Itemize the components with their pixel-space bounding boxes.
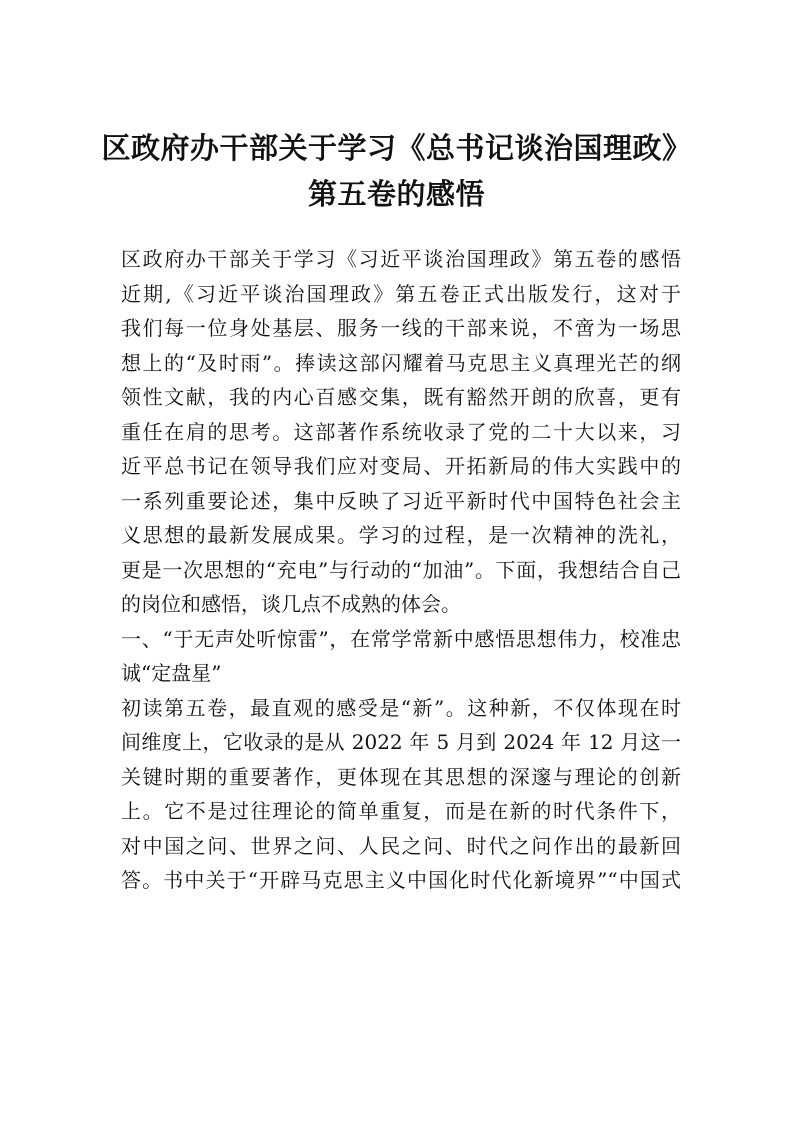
body-text-line: 想上的“及时雨”。捧读这部闪耀着马克思主义真理光芒的纲 [121,350,681,375]
body-text-line: 我们每一位身处基层、服务一线的干部来说，不啻为一场思 [121,316,681,340]
document-title-line-1: 区政府办干部关于学习《总书记谈治国理政》 [101,131,692,165]
body-text-line: 领性文献，我的内心百感交集，既有豁然开朗的欣喜，更有 [121,385,681,409]
body-text-line: 诚“定盘星” [121,661,222,685]
body-text-line: 答。书中关于“开辟马克思主义中国化时代化新境界”“中国式 [121,868,681,892]
body-text-line: 的岗位和感悟，谈几点不成熟的体会。 [121,592,461,616]
body-text-line: 义思想的最新发展成果。学习的过程，是一次精神的洗礼， [121,523,681,547]
document-title-line-2: 第五卷的感悟 [307,177,485,211]
body-text-line: 区政府办干部关于学习《习近平谈治国理政》第五卷的感悟 [121,247,681,271]
body-text-line: 初读第五卷，最直观的感受是“新”。这种新，不仅体现在时 [121,695,681,720]
body-text-line: 重任在肩的思考。这部著作系统收录了党的二十大以来，习 [121,419,681,444]
document-body [121,242,681,898]
body-text-line: 对中国之问、世界之问、人民之问、时代之问作出的最新回 [121,833,681,858]
body-text-line: 更是一次思想的“充电”与行动的“加油”。下面，我想结合自己 [121,557,681,582]
body-text-line: 近期,《习近平谈治国理政》第五卷正式出版发行，这对于 [121,281,681,306]
body-text-line: 一系列重要论述，集中反映了习近平新时代中国特色社会主 [121,488,681,513]
body-text-line: 间维度上，它收录的是从 2022 年 5 月到 2024 年 12 月这一 [121,730,681,754]
body-text-line: 近平总书记在领导我们应对变局、开拓新局的伟大实践中的 [121,454,681,478]
body-text-line: 一、“于无声处听惊雷”，在常学常新中感悟思想伟力，校准忠 [121,626,681,651]
body-text-line: 上。它不是过往理论的简单重复，而是在新的时代条件下， [121,799,681,823]
body-text-line: 关键时期的重要著作，更体现在其思想的深邃与理论的创新 [121,764,681,789]
